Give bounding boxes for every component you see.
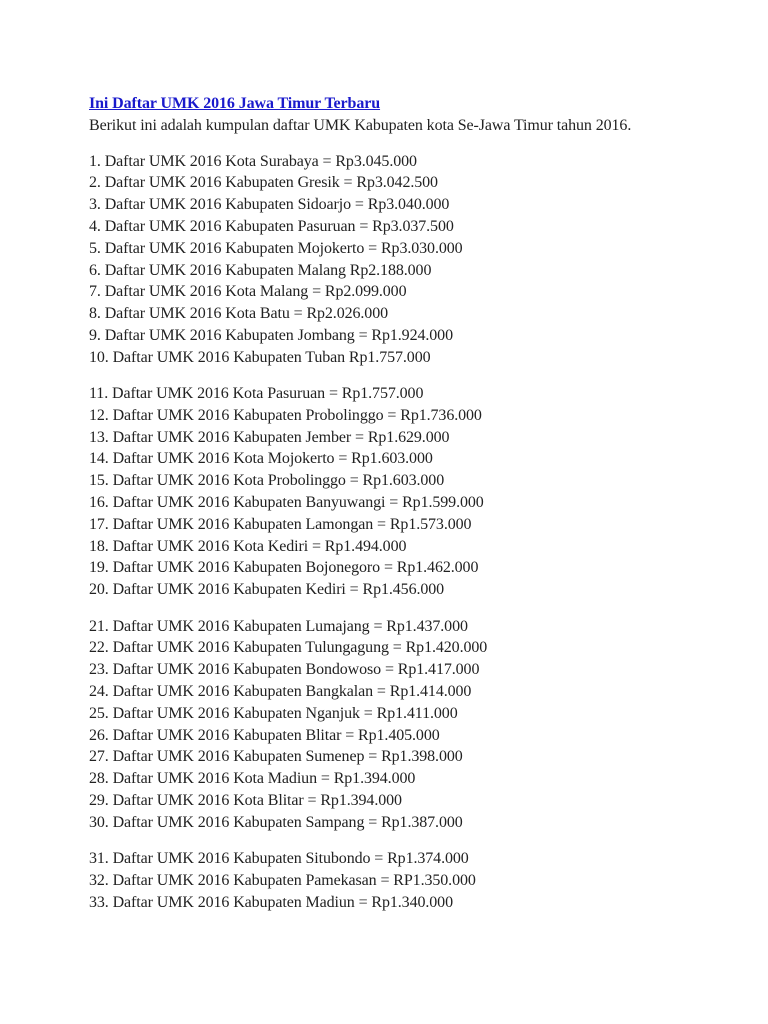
umk-list bbox=[89, 151, 749, 914]
list-item: 18. Daftar UMK 2016 Kota Kediri = Rp1.494.000 bbox=[89, 537, 407, 555]
list-item: 10. Daftar UMK 2016 Kabupaten Tuban Rp1.757.000 bbox=[89, 348, 431, 366]
list-item: 27. Daftar UMK 2016 Kabupaten Sumenep = Rp1.398.000 bbox=[89, 748, 463, 766]
list-item: 24. Daftar UMK 2016 Kabupaten Bangkalan = Rp1.414.000 bbox=[89, 682, 472, 700]
list-item: 12. Daftar UMK 2016 Kabupaten Probolinggo = Rp1.736.000 bbox=[89, 406, 482, 424]
spacer bbox=[89, 137, 749, 151]
list-item: 8. Daftar UMK 2016 Kota Batu = Rp2.026.000 bbox=[89, 305, 389, 323]
list-item: 21. Daftar UMK 2016 Kabupaten Lumajang = Rp1.437.000 bbox=[89, 617, 468, 635]
list-item: 23. Daftar UMK 2016 Kabupaten Bondowoso = Rp1.417.000 bbox=[89, 661, 480, 679]
list-group bbox=[89, 616, 749, 834]
list-item: 6. Daftar UMK 2016 Kabupaten Malang Rp2.188.000 bbox=[89, 261, 432, 279]
list-item: 1. Daftar UMK 2016 Kota Surabaya = Rp3.045.000 bbox=[89, 152, 417, 170]
list-item: 30. Daftar UMK 2016 Kabupaten Sampang = Rp1.387.000 bbox=[89, 813, 463, 831]
list-item: 9. Daftar UMK 2016 Kabupaten Jombang = Rp1.924.000 bbox=[89, 326, 453, 344]
title-line bbox=[89, 93, 749, 115]
list-item: 11. Daftar UMK 2016 Kota Pasuruan = Rp1.757.000 bbox=[89, 385, 424, 403]
list-item: 3. Daftar UMK 2016 Kabupaten Sidoarjo = Rp3.040.000 bbox=[89, 196, 450, 214]
list-item: 19. Daftar UMK 2016 Kabupaten Bojonegoro = Rp1.462.000 bbox=[89, 559, 479, 577]
list-item: 14. Daftar UMK 2016 Kota Mojokerto = Rp1.603.000 bbox=[89, 450, 433, 468]
list-item: 13. Daftar UMK 2016 Kabupaten Jember = Rp1.629.000 bbox=[89, 428, 450, 446]
intro-text: Berikut ini adalah kumpulan daftar UMK Kabupaten kota Se-Jawa Timur tahun 2016. bbox=[89, 116, 632, 134]
list-item: 25. Daftar UMK 2016 Kabupaten Nganjuk = Rp1.411.000 bbox=[89, 704, 458, 722]
list-item: 7. Daftar UMK 2016 Kota Malang = Rp2.099.000 bbox=[89, 283, 407, 301]
list-item: 22. Daftar UMK 2016 Kabupaten Tulungagung = Rp1.420.000 bbox=[89, 639, 488, 657]
list-item: 15. Daftar UMK 2016 Kota Probolinggo = Rp1.603.000 bbox=[89, 472, 445, 490]
document-page bbox=[89, 93, 749, 913]
list-item: 5. Daftar UMK 2016 Kabupaten Mojokerto = Rp3.030.000 bbox=[89, 239, 463, 257]
list-group bbox=[89, 151, 749, 369]
list-item: 33. Daftar UMK 2016 Kabupaten Madiun = Rp1.340.000 bbox=[89, 893, 453, 911]
list-group bbox=[89, 383, 749, 601]
list-item: 16. Daftar UMK 2016 Kabupaten Banyuwangi = Rp1.599.000 bbox=[89, 494, 484, 512]
list-item: 17. Daftar UMK 2016 Kabupaten Lamongan = Rp1.573.000 bbox=[89, 515, 472, 533]
list-group bbox=[89, 848, 749, 913]
list-item: 32. Daftar UMK 2016 Kabupaten Pamekasan = RP1.350.000 bbox=[89, 871, 476, 889]
list-item: 29. Daftar UMK 2016 Kota Blitar = Rp1.394.000 bbox=[89, 791, 402, 809]
list-item: 20. Daftar UMK 2016 Kabupaten Kediri = Rp1.456.000 bbox=[89, 581, 445, 599]
list-item: 28. Daftar UMK 2016 Kota Madiun = Rp1.394.000 bbox=[89, 770, 416, 788]
list-item: 4. Daftar UMK 2016 Kabupaten Pasuruan = Rp3.037.500 bbox=[89, 217, 454, 235]
list-item: 2. Daftar UMK 2016 Kabupaten Gresik = Rp3.042.500 bbox=[89, 174, 438, 192]
list-item: 31. Daftar UMK 2016 Kabupaten Situbondo = Rp1.374.000 bbox=[89, 850, 469, 867]
list-item: 26. Daftar UMK 2016 Kabupaten Blitar = Rp1.405.000 bbox=[89, 726, 440, 744]
title-link[interactable]: Ini Daftar UMK 2016 Jawa Timur Terbaru bbox=[89, 95, 381, 112]
